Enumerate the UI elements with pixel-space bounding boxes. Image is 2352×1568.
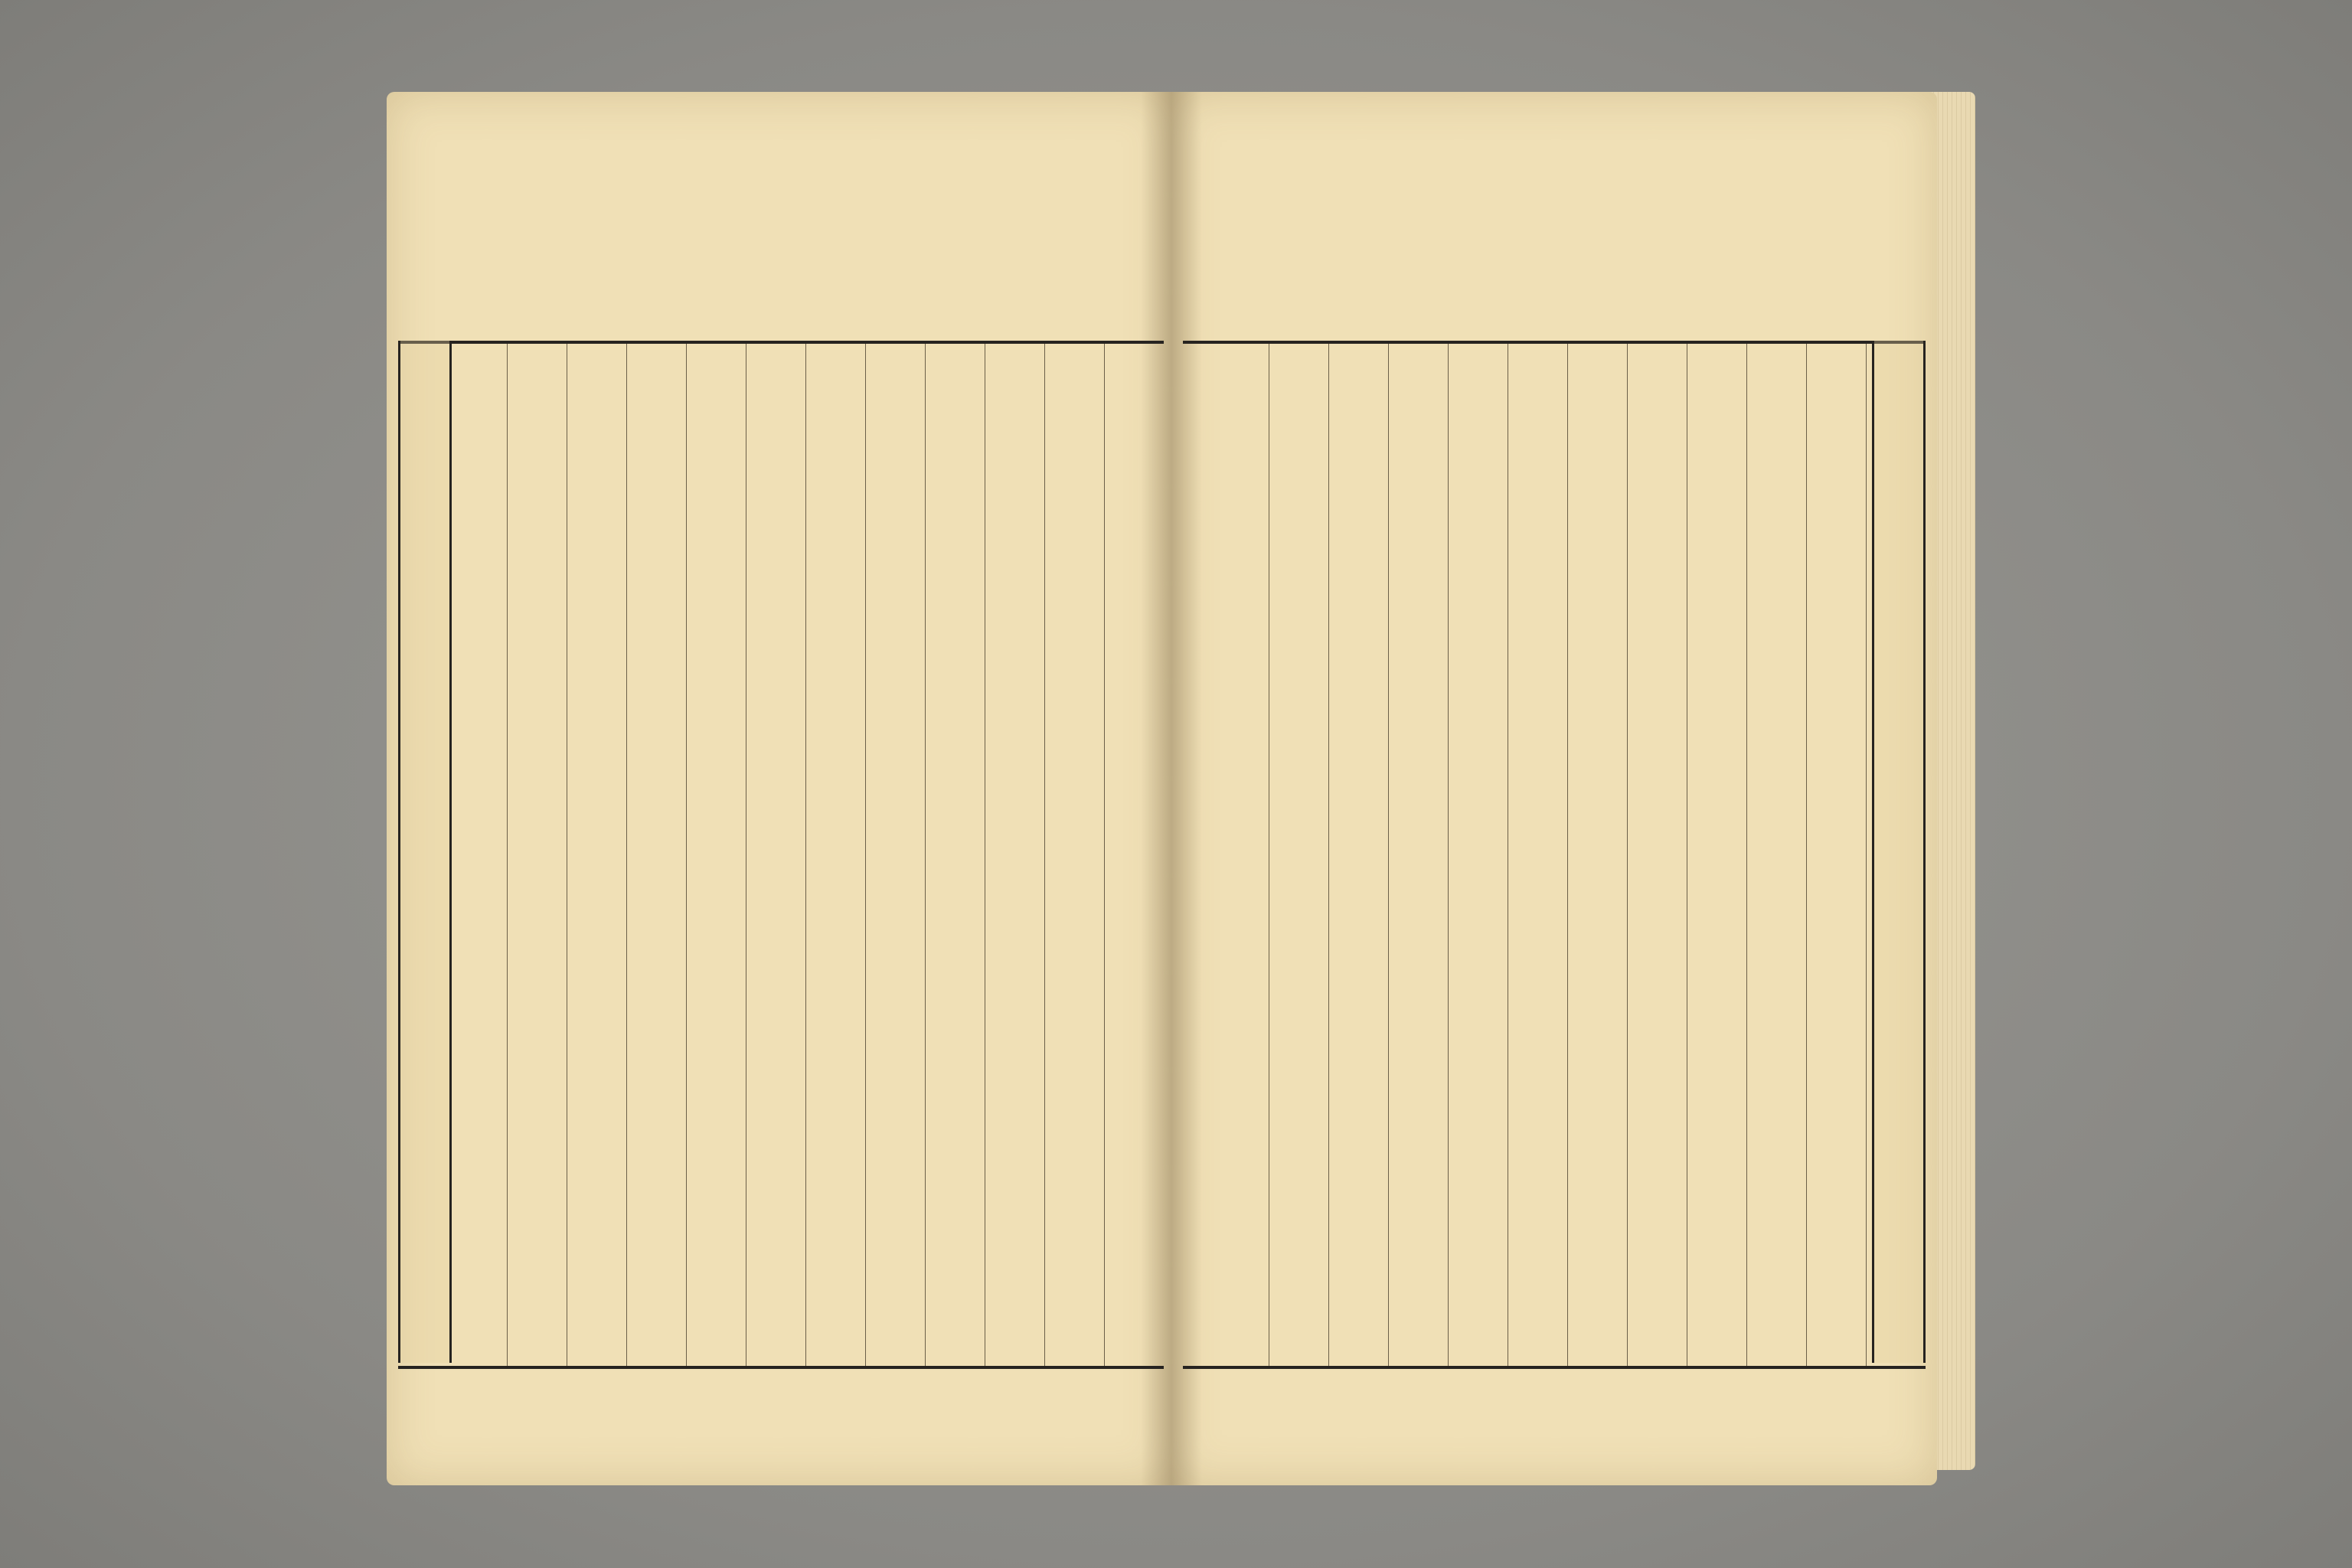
right-column-7 [1508, 344, 1567, 1366]
left-column-9 [626, 344, 686, 1366]
right-column-10 [1328, 344, 1388, 1366]
left-column-1 [1104, 344, 1164, 1366]
left-page-banxin [398, 341, 452, 1363]
right-column-2 [1806, 344, 1866, 1366]
right-column-5 [1627, 344, 1687, 1366]
right-column-8 [1448, 344, 1508, 1366]
left-column-4 [925, 344, 985, 1366]
right-column-11 [1269, 344, 1328, 1366]
right-column-3 [1746, 344, 1806, 1366]
left-column-2 [1044, 344, 1104, 1366]
left-column-8 [686, 344, 746, 1366]
left-column-11 [507, 344, 567, 1366]
left-column-7 [746, 344, 805, 1366]
left-column-6 [805, 344, 865, 1366]
right-page-banxin [1872, 341, 1926, 1363]
left-page-columns [398, 344, 1164, 1366]
left-column-3 [985, 344, 1044, 1366]
right-column-9 [1388, 344, 1448, 1366]
right-column-4 [1687, 344, 1746, 1366]
left-column-5 [865, 344, 925, 1366]
right-column-6 [1567, 344, 1627, 1366]
right-page-columns [1183, 344, 1926, 1366]
right-page-text-frame [1183, 341, 1926, 1369]
left-column-10 [567, 344, 626, 1366]
left-page-text-frame [398, 341, 1164, 1369]
